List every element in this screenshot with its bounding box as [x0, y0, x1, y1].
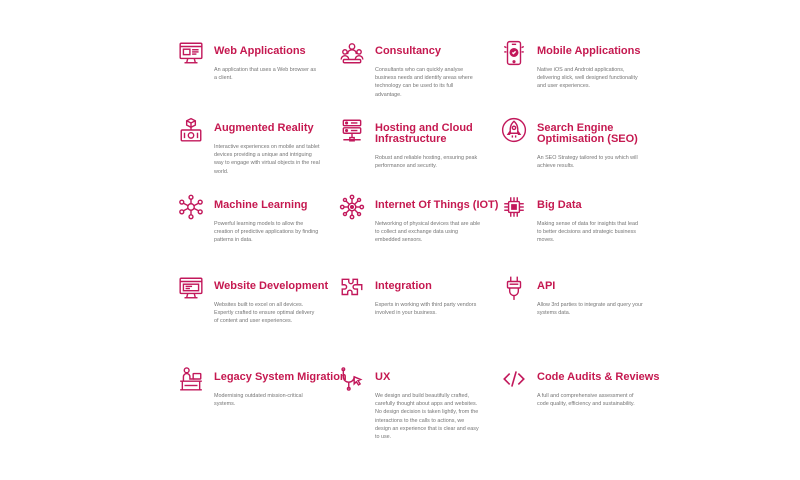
- service-hosting-cloud: [375, 123, 515, 170]
- service-title: Consultancy: [375, 45, 442, 57]
- service-description: Powerful learning models to allow the creation of predictive applications by finding patterns in data.: [214, 221, 319, 244]
- service-web-applications: [214, 46, 354, 82]
- service-description: An application that uses a Web browser as a client.: [214, 67, 317, 82]
- service-title: Legacy System Migration: [214, 371, 347, 383]
- service-title: Search Engine Optimisation (SEO): [537, 122, 638, 145]
- service-description: Making sense of data for insights that lead to better decisions and strategic business moves.: [537, 221, 638, 244]
- service-big-data: [537, 200, 677, 245]
- service-title: API: [537, 280, 556, 292]
- service-description: Consultants who can quickly analyse business needs and identify areas where technology can be used to its full advantage.: [375, 67, 473, 98]
- service-machine-learning: [214, 200, 354, 245]
- service-title: UX: [375, 371, 391, 383]
- service-website-development: [214, 281, 354, 326]
- service-code-audits: [537, 372, 677, 408]
- service-title: Integration: [375, 280, 432, 292]
- service-title: Mobile Applications: [537, 45, 641, 57]
- service-description: Experts in working with third party vendors involved in your business.: [375, 302, 477, 317]
- service-description: We design and build beautifully crafted, carefully thought about apps and websites. No design decision is taken lightly, from the interactions to the calls to actions, we design an experience that is clear and easy to use.: [375, 393, 479, 441]
- service-description: Networking of physical devices that are able to collect and exchange data using embedded sensors.: [375, 221, 481, 244]
- service-title: Augmented Reality: [214, 122, 314, 134]
- developer-desk-icon: [178, 366, 204, 392]
- service-seo: [537, 123, 677, 170]
- service-title: Website Development: [214, 280, 329, 292]
- service-iot: [375, 200, 515, 245]
- service-title: Internet Of Things (IOT): [375, 199, 499, 211]
- service-integration: [375, 281, 515, 317]
- service-mobile-applications: [537, 46, 677, 91]
- mobile-phone-icon: [501, 40, 527, 66]
- service-description: Robust and reliable hosting, ensuring peak performance and security.: [375, 155, 478, 170]
- service-description: Allow 3rd parties to integrate and query your systems data.: [537, 302, 643, 317]
- rocket-icon: [501, 117, 527, 143]
- service-description: Websites built to excel on all devices. Expertly crafted to ensure optimal delivery of content and user experiences.: [214, 302, 315, 325]
- server-rack-icon: [339, 117, 365, 143]
- service-description: A full and comprehensive assessment of code quality, efficiency and sustainability.: [537, 393, 635, 408]
- service-description: Interactive experiences on mobile and tablet devices providing a unique and intriguing way to engage with virtual objects in the real world.: [214, 144, 320, 175]
- service-description: Native iOS and Android applications, delivering slick, well designed functionality and user experiences.: [537, 67, 638, 90]
- puzzle-icon: [339, 275, 365, 301]
- service-title: Machine Learning: [214, 199, 308, 211]
- neural-network-icon: [178, 194, 204, 220]
- service-title: Hosting and Cloud Infrastructure: [375, 122, 473, 145]
- ux-cursor-icon: [339, 366, 365, 392]
- service-legacy-migration: [214, 372, 354, 408]
- service-consultancy: [375, 46, 515, 99]
- service-title: Big Data: [537, 199, 582, 211]
- service-description: An SEO Strategy tailored to you which will achieve results.: [537, 155, 638, 170]
- service-api: [537, 281, 677, 317]
- service-description: Modernising outdated mission-critical systems.: [214, 393, 303, 408]
- consultancy-people-icon: [339, 40, 365, 66]
- monitor-code-icon: [178, 275, 204, 301]
- service-title: Code Audits & Reviews: [537, 371, 660, 383]
- service-title: Web Applications: [214, 45, 306, 57]
- service-augmented-reality: [214, 123, 354, 176]
- chip-icon: [501, 194, 527, 220]
- web-browser-icon: [178, 40, 204, 66]
- augmented-reality-icon: [178, 117, 204, 143]
- code-brackets-icon: [501, 366, 527, 392]
- plug-icon: [501, 275, 527, 301]
- iot-network-icon: [339, 194, 365, 220]
- service-ux: [375, 372, 515, 441]
